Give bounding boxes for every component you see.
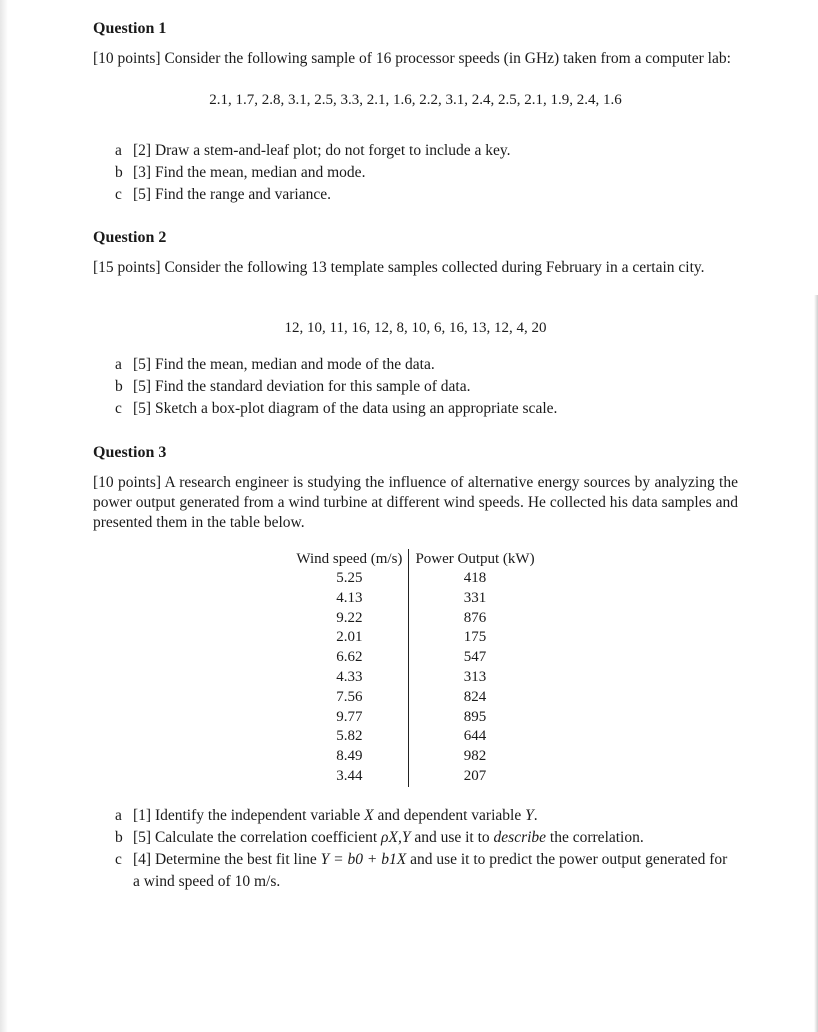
- question-2: [93, 227, 738, 420]
- question-3-items: [93, 805, 738, 893]
- item-text: [5] Sketch a box-plot diagram of the data using an appropriate scale.: [133, 400, 558, 417]
- item-text: the correlation.: [546, 828, 644, 846]
- table-cell: 982: [463, 748, 487, 765]
- table-header-row: [290, 549, 540, 569]
- column-header-power-output: Power Output (kW): [415, 551, 535, 567]
- question-1-intro: [10 points] Consider the following sample of 16 processor speeds (in GHz) taken from a computer lab:: [93, 50, 731, 67]
- question-1-data: 2.1, 1.7, 2.8, 3.1, 2.5, 3.3, 2.1, 1.6, 2.2, 3.1, 2.4, 2.5, 2.1, 1.9, 2.4, 1.6: [209, 92, 622, 108]
- table-cell: 8.49: [290, 747, 409, 767]
- item-label: a: [115, 356, 122, 373]
- table-cell: 895: [463, 708, 487, 725]
- table-cell: 5.82: [290, 727, 409, 747]
- question-1: [93, 18, 738, 206]
- table-row: [290, 708, 540, 728]
- item-text: [5] Find the mean, median and mode of the data.: [133, 356, 435, 373]
- table-row: [290, 688, 540, 708]
- item-text: [2] Draw a stem-and-leaf plot; do not forget to include a key.: [133, 142, 511, 159]
- item-text: [3] Find the mean, median and mode.: [133, 164, 366, 181]
- question-2-intro: [15 points] Consider the following 13 template samples collected during February in a certain city.: [93, 259, 705, 276]
- document-page: [93, 18, 738, 893]
- item-text: and use it to: [410, 828, 494, 846]
- list-item: [93, 140, 738, 162]
- item-text: and dependent variable: [373, 806, 526, 824]
- question-3-intro: [10 points] A research engineer is studying the influence of alternative energy sources by analyzing the power output generated from a wind turbine at different wind speeds. He collected his data samples and presented them in the table below.: [93, 474, 738, 531]
- list-item: [93, 398, 738, 420]
- item-label: c: [115, 400, 122, 417]
- table-cell: 824: [463, 688, 487, 705]
- table-row: [290, 747, 540, 767]
- table-row: [290, 727, 540, 747]
- table-cell: 4.13: [290, 589, 409, 609]
- list-item: [93, 162, 738, 184]
- table-cell: 3.44: [290, 767, 409, 787]
- item-text: .: [533, 806, 538, 824]
- table-row: [290, 767, 540, 787]
- list-item: [93, 827, 738, 849]
- math-y: Y: [525, 806, 534, 824]
- question-1-title: Question 1: [93, 20, 167, 37]
- list-item: [93, 354, 738, 376]
- table-row: [290, 668, 540, 688]
- table-cell: 2.01: [290, 628, 409, 648]
- column-header-wind-speed: Wind speed (m/s): [290, 549, 409, 569]
- table-cell: 9.22: [290, 609, 409, 629]
- item-label: c: [115, 850, 122, 868]
- table-cell: 418: [463, 570, 487, 586]
- list-item: [93, 184, 738, 206]
- page-edge-right: [814, 295, 818, 1032]
- item-label: b: [115, 164, 123, 181]
- page-edge-left: [0, 0, 8, 1032]
- question-3: [93, 442, 738, 893]
- list-item: [93, 376, 738, 398]
- table-row: [290, 609, 540, 629]
- item-text: [5] Find the range and variance.: [133, 186, 331, 203]
- table-cell: 9.77: [290, 708, 409, 728]
- question-2-title: Question 2: [93, 229, 167, 246]
- table-cell: 6.62: [290, 648, 409, 668]
- item-text: [5] Find the standard deviation for this sample of data.: [133, 378, 471, 395]
- item-text: and use it to predict the power output generated for a wind speed of 10 m/s.: [133, 850, 728, 890]
- item-text: [1] Identify the independent variable: [133, 806, 365, 824]
- table-body: [290, 569, 540, 787]
- table-cell: 547: [463, 649, 487, 666]
- item-text: [5] Calculate the correlation coefficient: [133, 828, 382, 846]
- table-row: [290, 589, 540, 609]
- emphasis-text: describe: [493, 828, 547, 846]
- item-label: c: [115, 186, 122, 203]
- item-label: b: [115, 828, 123, 846]
- table-cell: 207: [463, 767, 487, 784]
- list-item: [93, 805, 738, 827]
- question-1-items: [93, 140, 738, 206]
- table-cell: 4.33: [290, 668, 409, 688]
- item-label: a: [115, 806, 122, 824]
- table-cell: 313: [463, 668, 487, 685]
- item-label: b: [115, 378, 123, 395]
- item-label: a: [115, 142, 122, 159]
- table-cell: 644: [463, 728, 487, 745]
- question-2-items: [93, 354, 738, 420]
- table-cell: 5.25: [290, 569, 409, 589]
- table-row: [290, 648, 540, 668]
- question-3-title: Question 3: [93, 444, 167, 461]
- math-equation: Y = b0 + b1X: [320, 850, 407, 868]
- table-cell: 331: [463, 589, 487, 606]
- table-row: [290, 628, 540, 648]
- math-rho: ρX,Y: [381, 828, 411, 846]
- table-row: [290, 569, 540, 589]
- wind-power-table: [290, 549, 540, 787]
- list-item: [93, 849, 738, 893]
- item-text: [4] Determine the best fit line: [133, 850, 321, 868]
- table-cell: 7.56: [290, 688, 409, 708]
- table-cell: 175: [463, 629, 487, 646]
- table-cell: 876: [463, 609, 487, 626]
- math-x: X: [364, 806, 374, 824]
- question-2-data: 12, 10, 11, 16, 12, 8, 10, 6, 16, 13, 12, 4, 20: [284, 320, 547, 336]
